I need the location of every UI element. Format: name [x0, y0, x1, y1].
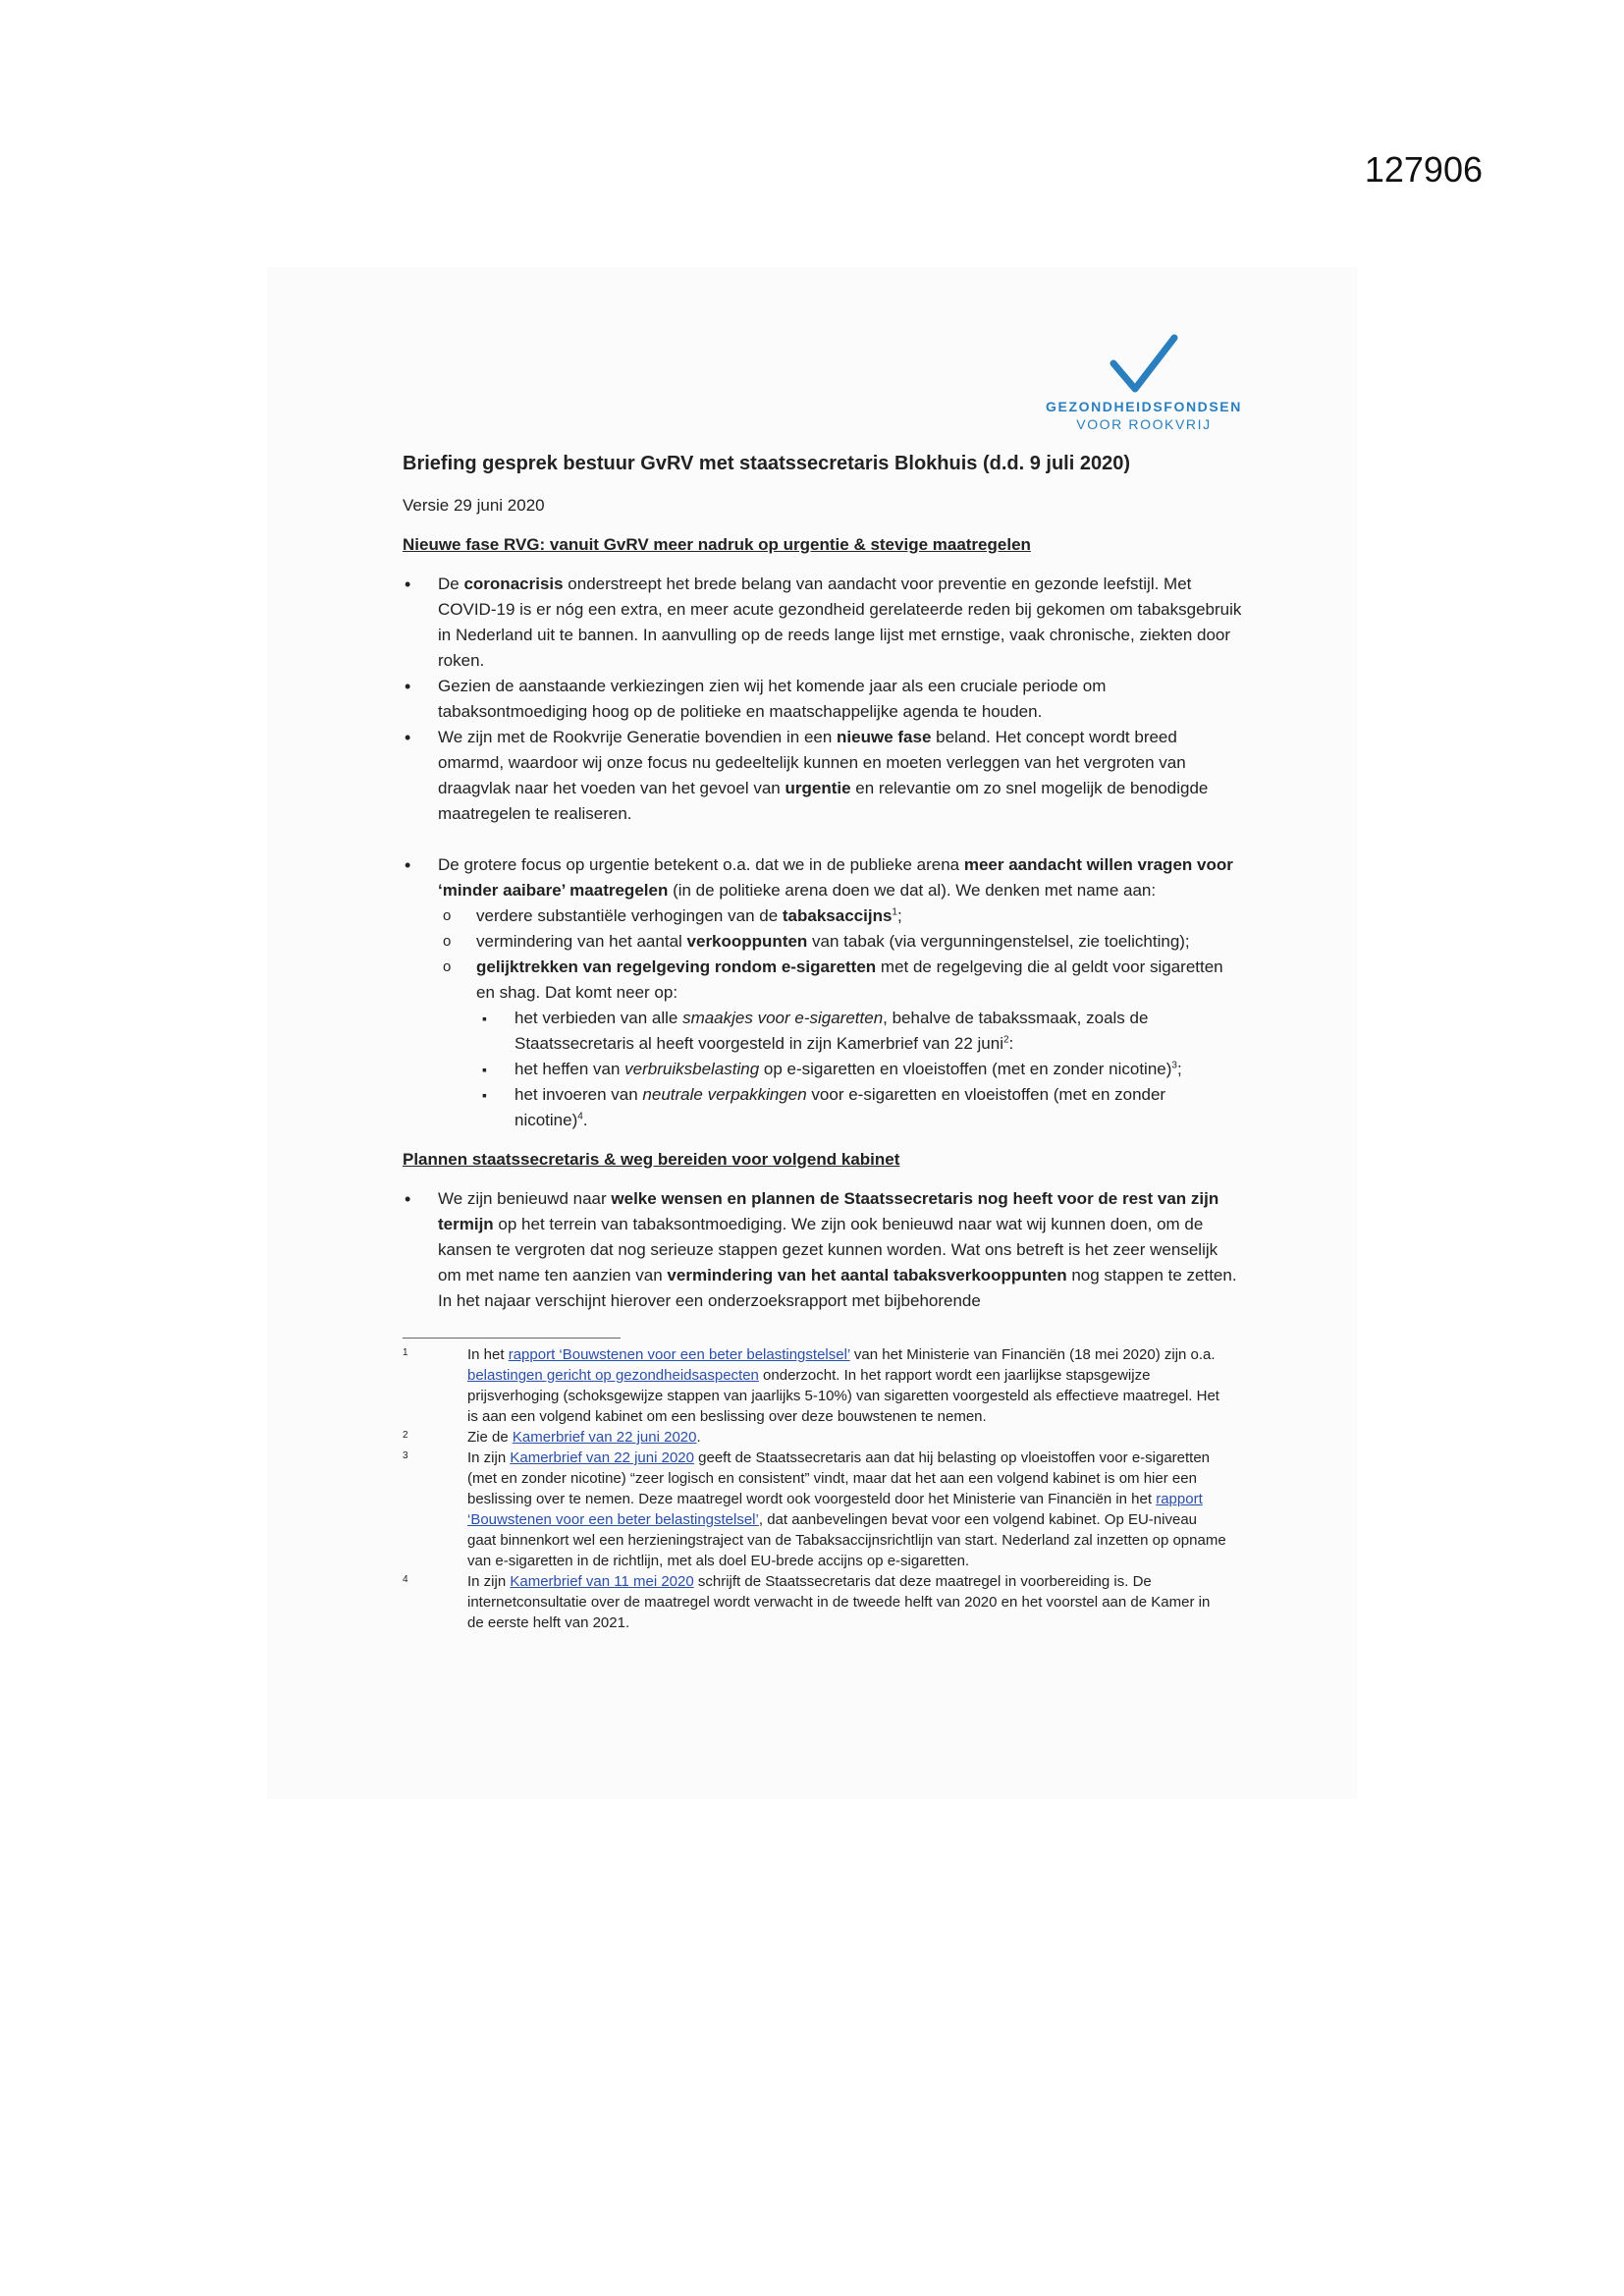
bold-text: coronacrisis	[463, 574, 564, 593]
document-body	[403, 450, 1242, 1314]
link-kamerbrief-22-juni[interactable]: Kamerbrief van 22 juni 2020	[510, 1449, 694, 1466]
footnote-4: 4 In zijn Kamerbrief van 11 mei 2020 schrijft de Staatssecretaris dat deze maatregel in voorbereiding is. De internetconsultatie over de maatregel wordt verwacht in de tweede helft van 2020 en het voorstel aan de Kamer in de eerste helft van 2021.	[403, 1573, 1211, 1631]
document-number: 127906	[1364, 149, 1483, 190]
footnote-ref: 2	[1002, 1034, 1009, 1046]
text: en relevantie om zo snel mogelijk de benodigde maatregelen te realiseren.	[438, 779, 1209, 823]
footnote-2: 2 Zie de Kamerbrief van 22 juni 2020.	[403, 1429, 701, 1446]
text: onderstreept het brede belang van aandacht voor preventie en gezonde leefstijl. Met COVID-19 is er nóg een extra, en meer acute gezondheid gerelateerde reden bij gekomen om tabaksgebruik in Nederland uit te bannen. In aanvulling op de reeds lange lijst met ernstige, vaak chronische, ziekten door roken.	[438, 574, 1242, 670]
footnote-ref: 3	[1171, 1060, 1177, 1071]
link-kamerbrief-11-mei[interactable]: Kamerbrief van 11 mei 2020	[510, 1573, 694, 1590]
list-item	[403, 725, 1242, 827]
section-heading-plannen: Plannen staatssecretaris & weg bereiden voor volgend kabinet	[403, 1150, 900, 1169]
text: (in de politieke arena doen we dat al). We denken met name aan:	[668, 881, 1157, 900]
logo-text-line2: VOOR ROOKVRIJ	[1076, 416, 1212, 432]
document-title: Briefing gesprek bestuur GvRV met staatssecretaris Blokhuis (d.d. 9 juli 2020)	[403, 453, 1130, 474]
sub-list-item: o gelijktrekken van regelgeving rondom e-sigaretten met de regelgeving die al geldt voor sigaretten en shag. Dat komt neer op: ▪ het verbieden van alle smaakjes voor e-sigaretten, behalve de tabakssmaak, zoals de Staatssecretaris al heeft voorgesteld in zijn Kamerbrief van 22 juni$^2$: ▪ het heffen van verbruiksbelasting op e-sigaretten en vloeistoffen (met en zonder nicotine)$^3$; ▪ het invoeren van neutrale verpakkingen voor e-sigaretten en vloeistoffen (met en zonder nicotine)$^4$.	[438, 955, 1242, 1133]
logo-text-line1: GEZONDHEIDSFONDSEN	[1046, 399, 1242, 414]
bullet-list-section1	[403, 572, 1242, 827]
link-rapport-bouwstenen[interactable]: rapport ‘Bouwstenen voor een beter belastingstelsel’	[467, 1491, 1203, 1528]
link-kamerbrief-22-juni[interactable]: Kamerbrief van 22 juni 2020	[512, 1429, 697, 1446]
text: beland. Het concept wordt breed omarmd, waardoor wij onze focus nu gedeeltelijk kunnen en moeten verleggen van het vergroten van draagvlak naar het voeden van het gevoel van	[438, 728, 1186, 797]
sub-sub-list	[476, 1006, 1242, 1133]
footnote-ref: 4	[577, 1111, 583, 1122]
footnotes	[403, 1338, 1227, 1633]
logo	[1041, 334, 1247, 452]
text: De grotere focus op urgentie betekent o.a. dat we in de publieke arena	[438, 855, 964, 874]
sub-list-item: o verdere substantiële verhogingen van de tabaksaccijns$^1$;	[438, 903, 1242, 929]
bullet-list-section2	[403, 1186, 1242, 1314]
bold-text: nieuwe fase	[837, 728, 932, 746]
footnote-1: 1 In het rapport ‘Bouwstenen voor een beter belastingstelsel’ van het Ministerie van Financiën (18 mei 2020) zijn o.a. belastingen gericht op gezondheidsaspecten onderzocht. In het rapport wordt een jaarlijkse stapsgewijze prijsverhoging (schoksgewijze stappen van jaarlijks 5-10%) van sigaretten voorgesteld als effectieve maatregel. Het is aan een volgend kabinet om een beslissing over deze bouwstenen te nemen.	[403, 1346, 1219, 1425]
list-item	[403, 572, 1242, 674]
link-belastingen-gezondheid[interactable]: belastingen gericht op gezondheidsaspecten	[467, 1367, 759, 1384]
text: Gezien de aanstaande verkiezingen zien wij het komende jaar als een cruciale periode om tabaksontmoediging hoog op de politieke en maatschappelijke agenda te houden.	[438, 677, 1107, 721]
footnote-separator	[403, 1338, 621, 1339]
text: We zijn met de Rookvrije Generatie bovendien in een	[438, 728, 838, 746]
footnote-3: 3 In zijn Kamerbrief van 22 juni 2020 geeft de Staatssecretaris aan dat hij belasting op vloeistoffen voor e-sigaretten (met en zonder nicotine) “zeer logisch en consistent” vindt, maar dat het aan een volgend kabinet is om hier een beslissing over te nemen. Deze maatregel wordt ook voorgesteld door het Ministerie van Financiën in het rapport ‘Bouwstenen voor een beter belastingstelsel’, dat aanbevelingen bevat voor een volgend kabinet. Op EU-niveau gaat binnenkort wel een herzieningstraject van de Tabaksaccijnsrichtlijn van start. Nederland zal inzetten op opname van e-sigaretten in de richtlijn, met als doel EU-brede accijns op e-sigaretten.	[403, 1449, 1226, 1569]
sub-list-item: o vermindering van het aantal verkooppunten van tabak (via vergunningenstelsel, zie toelichting);	[438, 929, 1242, 955]
footnote-ref: 1	[892, 906, 897, 918]
version-line: Versie 29 juni 2020	[403, 496, 545, 515]
sub-sub-list-item: ▪ het heffen van verbruiksbelasting op e-sigaretten en vloeistoffen (met en zonder nicotine)$^3$;	[476, 1057, 1242, 1082]
checkmark-logo-icon	[1110, 334, 1178, 395]
sub-list	[438, 903, 1242, 1133]
text: De	[438, 574, 464, 593]
list-item: • We zijn benieuwd naar welke wensen en plannen de Staatssecretaris nog heeft voor de rest van zijn termijn op het terrein van tabaksontmoediging. We zijn ook benieuwd naar wat wij kunnen doen, om de kansen te vergroten dat nog serieuze stappen gezet kunnen worden. Wat ons betreft is het zeer wenselijk om met name ten aanzien van vermindering van het aantal tabaksverkooppunten nog stappen te zetten. In het najaar verschijnt hierover een onderzoeksrapport met bijbehorende	[403, 1186, 1242, 1314]
sub-sub-list-item: ▪ het verbieden van alle smaakjes voor e-sigaretten, behalve de tabakssmaak, zoals de Staatssecretaris al heeft voorgesteld in zijn Kamerbrief van 22 juni$^2$:	[476, 1006, 1242, 1057]
link-rapport-bouwstenen[interactable]: rapport ‘Bouwstenen voor een beter belastingstelsel’	[508, 1346, 850, 1363]
bullet-list-section1-cont	[403, 852, 1242, 1133]
section-heading-nieuwe-fase: Nieuwe fase RVG: vanuit GvRV meer nadruk op urgentie & stevige maatregelen	[403, 535, 1031, 554]
sub-sub-list-item: ▪ het invoeren van neutrale verpakkingen voor e-sigaretten en vloeistoffen (met en zonder nicotine)$^4$.	[476, 1082, 1242, 1133]
list-item	[403, 852, 1242, 1133]
bold-text: urgentie	[785, 779, 851, 797]
bold-text: meer aandacht willen vragen voor ‘minder aaibare’ maatregelen	[438, 855, 1233, 900]
list-item	[403, 674, 1242, 725]
